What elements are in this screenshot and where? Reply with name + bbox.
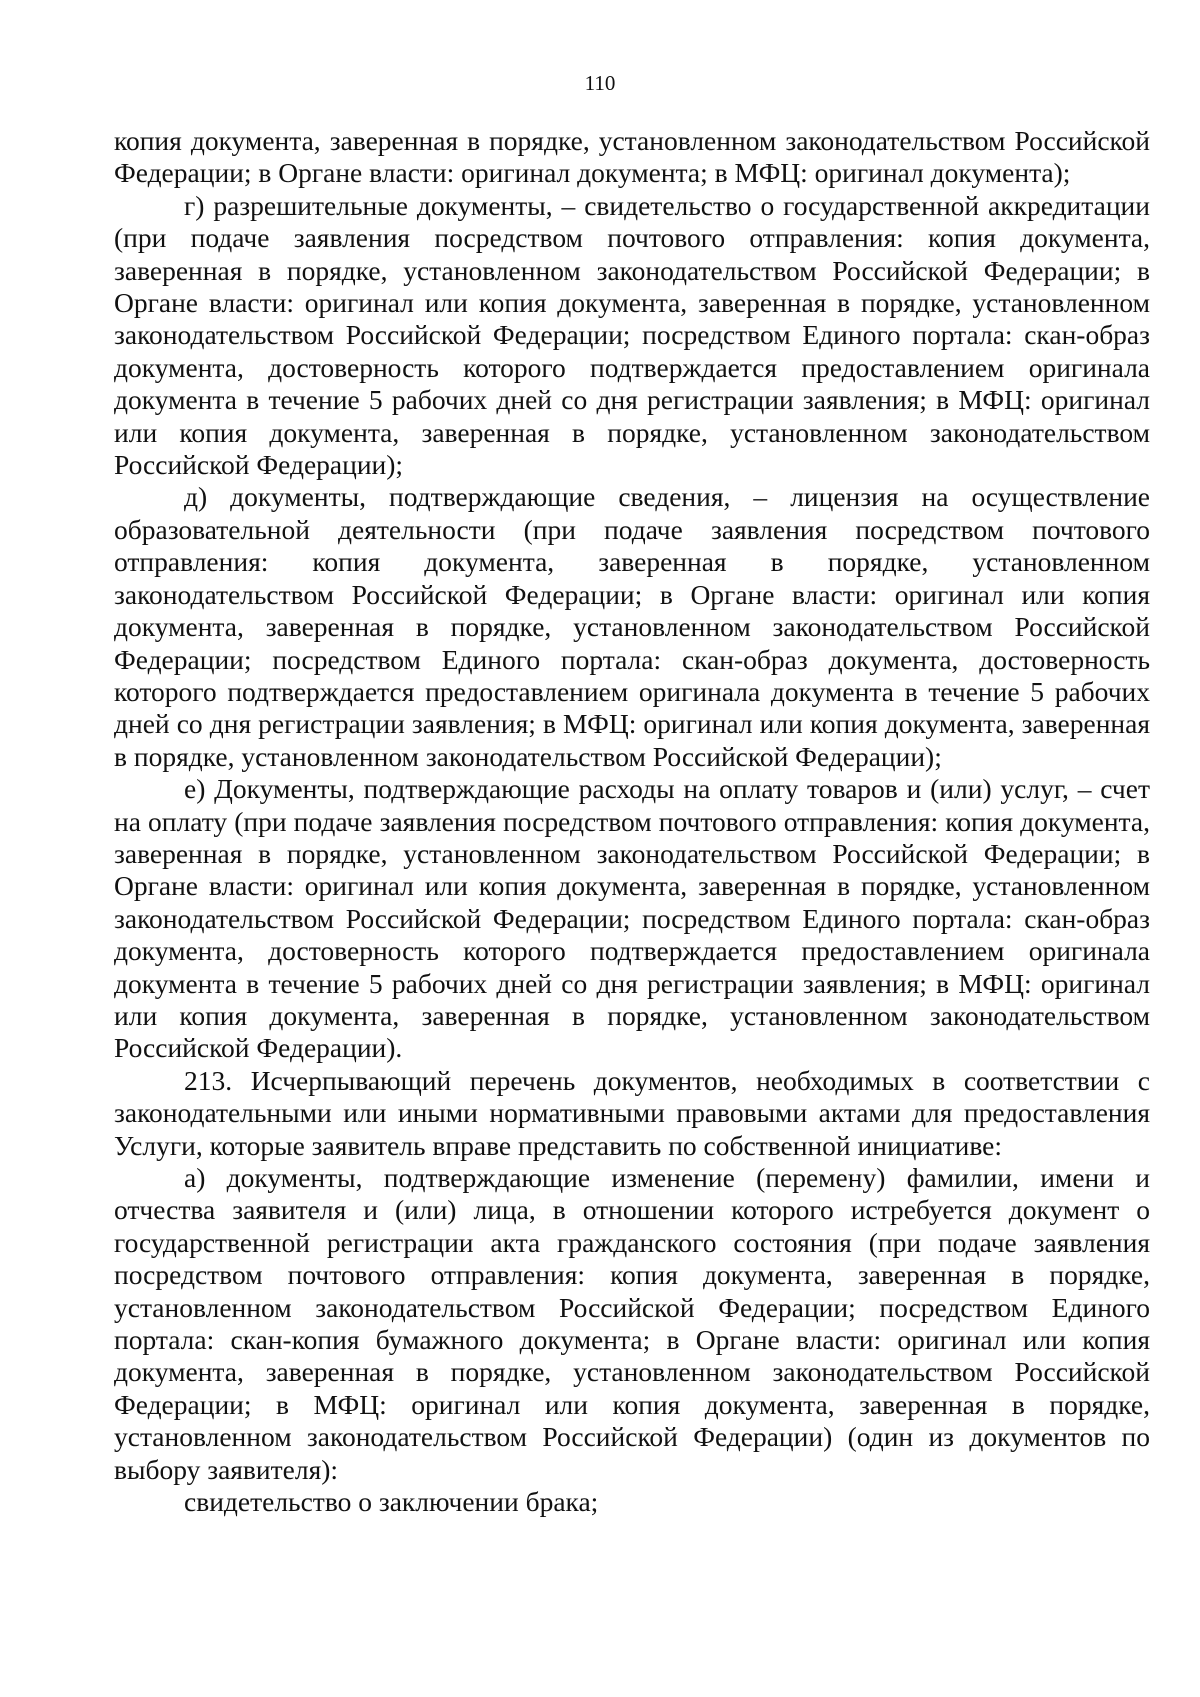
paragraph-item-d: д) документы, подтверждающие сведения, – лицензия на осуществление образовательной деятельности (при подаче заявления посредством почтового отправления: копия документа, заверенная в порядке, установленном законодательством Российской Федерации; в Органе власти: оригинал или копия документа, заверенная в порядке, установленном законодательством Российской Федерации; посредством Единого портала: скан-образ документа, достоверность которого подтверждается предоставлением оригинала документа в течение 5 рабочих дней со дня регистрации заявления; в МФЦ: оригинал или копия документа, заверенная в порядке, установленном законодательством Российской Федерации); bbox=[114, 481, 1150, 772]
paragraph-213: 213. Исчерпывающий перечень документов, необходимых в соответствии с законодательными или иными нормативными правовыми актами для предоставления Услуги, которые заявитель вправе представить по собственной инициативе: bbox=[114, 1064, 1150, 1161]
paragraph-continuation: копия документа, заверенная в порядке, установленном законодательством Российской Федерации; в Органе власти: оригинал документа; в МФЦ: оригинал документа); bbox=[114, 125, 1150, 189]
paragraph-item-e: е) Документы, подтверждающие расходы на оплату товаров и (или) услуг, – счет на оплату (при подаче заявления посредством почтового отправления: копия документа, заверенная в порядке, установленном законодательством Российской Федерации; в Органе власти: оригинал или копия документа, заверенная в порядке, установленном законодательством Российской Федерации; посредством Единого портала: скан-образ документа, достоверность которого подтверждается предоставлением оригинала документа в течение 5 рабочих дней со дня регистрации заявления; в МФЦ: оригинал или копия документа, заверенная в порядке, установленном законодательством Российской Федерации). bbox=[114, 773, 1150, 1064]
document-body bbox=[114, 125, 1150, 1518]
paragraph-item-g: г) разрешительные документы, – свидетельство о государственной аккредитации (при подаче заявления посредством почтового отправления: копия документа, заверенная в порядке, установленном законодательством Российской Федерации; в Органе власти: оригинал или копия документа, заверенная в порядке, установленном законодательством Российской Федерации; посредством Единого портала: скан-образ документа, достоверность которого подтверждается предоставлением оригинала документа в течение 5 рабочих дней со дня регистрации заявления; в МФЦ: оригинал или копия документа, заверенная в порядке, установленном законодательством Российской Федерации); bbox=[114, 189, 1150, 481]
paragraph-item-a: а) документы, подтверждающие изменение (перемену) фамилии, имени и отчества заявителя и (или) лица, в отношении которого истребуется документ о государственной регистрации акта гражданского состояния (при подаче заявления посредством почтового отправления: копия документа, заверенная в порядке, установленном законодательством Российской Федерации; посредством Единого портала: скан-копия бумажного документа; в Органе власти: оригинал или копия документа, заверенная в порядке, установленном законодательством Российской Федерации; в МФЦ: оригинал или копия документа, заверенная в порядке, установленном законодательством Российской Федерации) (один из документов по выбору заявителя): bbox=[114, 1162, 1150, 1485]
page-number: 110 bbox=[584, 71, 616, 95]
paragraph-marriage-certificate: свидетельство о заключении брака; bbox=[184, 1486, 599, 1518]
